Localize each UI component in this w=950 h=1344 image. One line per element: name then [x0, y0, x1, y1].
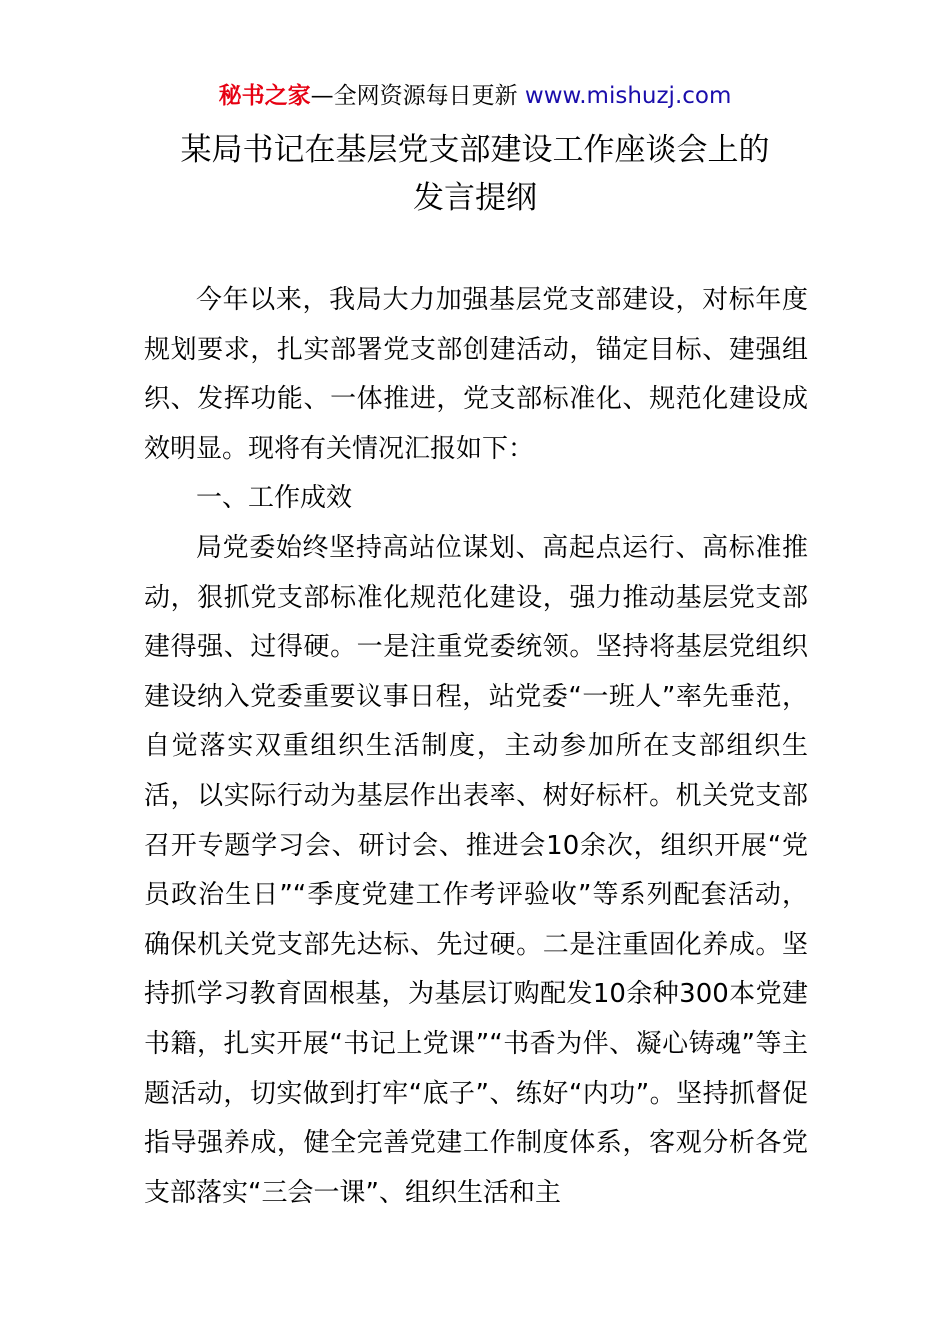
site-banner — [0, 80, 950, 112]
title-line-2: 发言提纲 — [413, 180, 537, 216]
document-title — [0, 126, 950, 222]
brand-name: 秘书之家 — [218, 83, 311, 109]
intro-paragraph: 今年以来，我局大力加强基层党支部建设，对标年度规划要求，扎实部署党支部创建活动，锚定目标、建强组织、发挥功能、一体推进，党支部标准化、规范化建设成效明显。现将有关情况汇报如下： — [144, 285, 808, 464]
site-url-link[interactable]: www.mishuzj.com — [524, 83, 732, 109]
section-heading: 一、工作成效 — [196, 483, 353, 514]
banner-tagline: —全网资源每日更新 — [310, 83, 518, 109]
document-body — [144, 276, 808, 1218]
body-paragraph: 局党委始终坚持高站位谋划、高起点运行、高标准推动，狠抓党支部标准化规范化建设，强力推动基层党支部建得强、过得硬。一是注重党委统领。坚持将基层党组织建设纳入党委重要议事日程，站党委“一班人”率先垂范，自觉落实双重组织生活制度，主动参加所在支部组织生活，以实际行动为基层作出表率、树好标杆。机关党支部召开专题学习会、研讨会、推进会10余次，组织开展“党员政治生日”“季度党建工作考评验收”等系列配套活动，确保机关党支部先达标、先过硬。二是注重固化养成。坚持抓学习教育固根基，为基层订购配发10余种300本党建书籍，扎实开展“书记上党课”“书香为伴、凝心铸魂”等主题活动，切实做到打牢“底子”、练好“内功”。坚持抓督促指导强养成，健全完善党建工作制度体系，客观分析各党支部落实“三会一课”、组织生活和主 — [144, 532, 808, 1208]
title-line-1: 某局书记在基层党支部建设工作座谈会上的 — [180, 132, 770, 168]
